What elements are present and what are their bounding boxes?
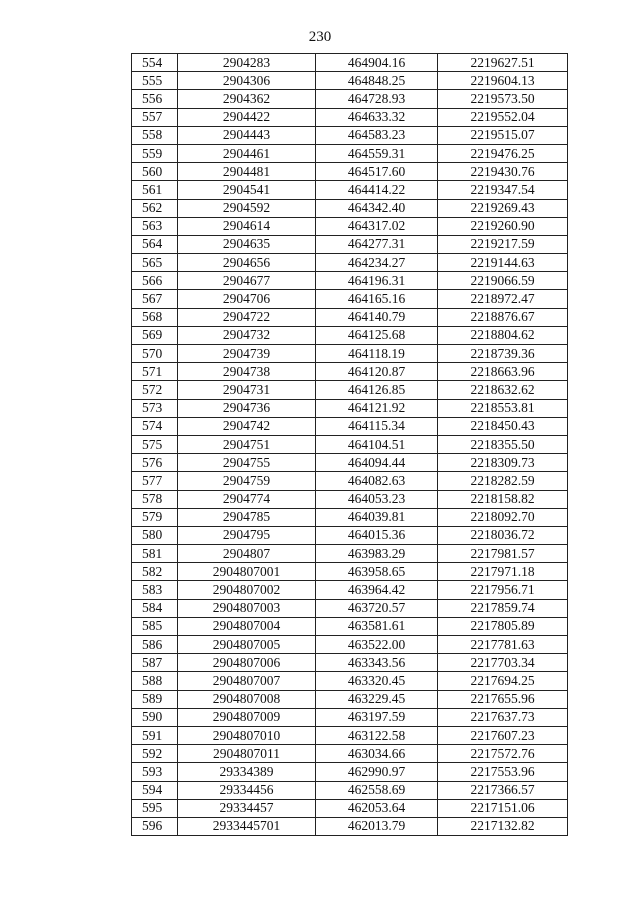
point-id-cell: 2904807002	[178, 581, 316, 599]
table-row	[132, 726, 568, 744]
y-coordinate-cell: 2217781.63	[438, 636, 568, 654]
row-number-cell: 573	[132, 399, 178, 417]
point-id-cell: 2904736	[178, 399, 316, 417]
row-number-cell: 591	[132, 726, 178, 744]
x-coordinate-cell: 464015.36	[316, 526, 438, 544]
row-number-cell: 555	[132, 72, 178, 90]
y-coordinate-cell: 2219430.76	[438, 163, 568, 181]
row-number-cell: 572	[132, 381, 178, 399]
row-number-cell: 592	[132, 745, 178, 763]
x-coordinate-cell: 464115.34	[316, 417, 438, 435]
point-id-cell: 2904731	[178, 381, 316, 399]
row-number-cell: 593	[132, 763, 178, 781]
y-coordinate-cell: 2218739.36	[438, 345, 568, 363]
table-row	[132, 163, 568, 181]
x-coordinate-cell: 464196.31	[316, 272, 438, 290]
x-coordinate-cell: 464118.19	[316, 345, 438, 363]
point-id-cell: 2904807010	[178, 726, 316, 744]
table-row	[132, 581, 568, 599]
row-number-cell: 589	[132, 690, 178, 708]
y-coordinate-cell: 2219347.54	[438, 181, 568, 199]
point-id-cell: 2904656	[178, 254, 316, 272]
x-coordinate-cell: 464848.25	[316, 72, 438, 90]
x-coordinate-cell: 464414.22	[316, 181, 438, 199]
row-number-cell: 590	[132, 708, 178, 726]
table-row	[132, 817, 568, 835]
point-id-cell: 2904759	[178, 472, 316, 490]
row-number-cell: 584	[132, 599, 178, 617]
y-coordinate-cell: 2219515.07	[438, 126, 568, 144]
table-row	[132, 90, 568, 108]
row-number-cell: 594	[132, 781, 178, 799]
point-id-cell: 2904362	[178, 90, 316, 108]
y-coordinate-cell: 2219066.59	[438, 272, 568, 290]
y-coordinate-cell: 2218282.59	[438, 472, 568, 490]
x-coordinate-cell: 463522.00	[316, 636, 438, 654]
x-coordinate-cell: 464234.27	[316, 254, 438, 272]
row-number-cell: 556	[132, 90, 178, 108]
row-number-cell: 576	[132, 454, 178, 472]
row-number-cell: 587	[132, 654, 178, 672]
y-coordinate-cell: 2218309.73	[438, 454, 568, 472]
x-coordinate-cell: 464583.23	[316, 126, 438, 144]
point-id-cell: 2904635	[178, 235, 316, 253]
point-id-cell: 2904751	[178, 435, 316, 453]
y-coordinate-cell: 2219269.43	[438, 199, 568, 217]
row-number-cell: 585	[132, 617, 178, 635]
point-id-cell: 2904807011	[178, 745, 316, 763]
x-coordinate-cell: 463229.45	[316, 690, 438, 708]
table-row	[132, 144, 568, 162]
x-coordinate-cell: 464517.60	[316, 163, 438, 181]
y-coordinate-cell: 2218663.96	[438, 363, 568, 381]
row-number-cell: 595	[132, 799, 178, 817]
point-id-cell: 2933445701	[178, 817, 316, 835]
point-id-cell: 2904443	[178, 126, 316, 144]
y-coordinate-cell: 2217655.96	[438, 690, 568, 708]
point-id-cell: 2904614	[178, 217, 316, 235]
row-number-cell: 564	[132, 235, 178, 253]
y-coordinate-cell: 2219573.50	[438, 90, 568, 108]
y-coordinate-cell: 2217553.96	[438, 763, 568, 781]
point-id-cell: 2904807008	[178, 690, 316, 708]
row-number-cell: 571	[132, 363, 178, 381]
table-row	[132, 290, 568, 308]
y-coordinate-cell: 2219144.63	[438, 254, 568, 272]
x-coordinate-cell: 464120.87	[316, 363, 438, 381]
x-coordinate-cell: 464904.16	[316, 54, 438, 72]
y-coordinate-cell: 2217703.34	[438, 654, 568, 672]
y-coordinate-cell: 2217694.25	[438, 672, 568, 690]
row-number-cell: 560	[132, 163, 178, 181]
y-coordinate-cell: 2217572.76	[438, 745, 568, 763]
table-row	[132, 617, 568, 635]
table-row	[132, 763, 568, 781]
table-row	[132, 217, 568, 235]
x-coordinate-cell: 464165.16	[316, 290, 438, 308]
table-row	[132, 799, 568, 817]
point-id-cell: 2904592	[178, 199, 316, 217]
x-coordinate-cell: 464317.02	[316, 217, 438, 235]
point-id-cell: 2904807004	[178, 617, 316, 635]
point-id-cell: 2904807006	[178, 654, 316, 672]
x-coordinate-cell: 462013.79	[316, 817, 438, 835]
y-coordinate-cell: 2217859.74	[438, 599, 568, 617]
x-coordinate-cell: 463343.56	[316, 654, 438, 672]
x-coordinate-cell: 464559.31	[316, 144, 438, 162]
y-coordinate-cell: 2218972.47	[438, 290, 568, 308]
coordinates-table	[131, 53, 568, 836]
point-id-cell: 2904541	[178, 181, 316, 199]
x-coordinate-cell: 463197.59	[316, 708, 438, 726]
row-number-cell: 568	[132, 308, 178, 326]
table-row	[132, 526, 568, 544]
table-row	[132, 672, 568, 690]
x-coordinate-cell: 463958.65	[316, 563, 438, 581]
row-number-cell: 567	[132, 290, 178, 308]
point-id-cell: 2904422	[178, 108, 316, 126]
x-coordinate-cell: 464053.23	[316, 490, 438, 508]
table-row	[132, 363, 568, 381]
table-row	[132, 199, 568, 217]
point-id-cell: 2904755	[178, 454, 316, 472]
x-coordinate-cell: 463034.66	[316, 745, 438, 763]
table-row	[132, 599, 568, 617]
point-id-cell: 2904738	[178, 363, 316, 381]
x-coordinate-cell: 464728.93	[316, 90, 438, 108]
point-id-cell: 2904807003	[178, 599, 316, 617]
y-coordinate-cell: 2218355.50	[438, 435, 568, 453]
y-coordinate-cell: 2219552.04	[438, 108, 568, 126]
y-coordinate-cell: 2218553.81	[438, 399, 568, 417]
table-row	[132, 72, 568, 90]
point-id-cell: 2904807001	[178, 563, 316, 581]
y-coordinate-cell: 2218036.72	[438, 526, 568, 544]
y-coordinate-cell: 2219604.13	[438, 72, 568, 90]
point-id-cell: 2904774	[178, 490, 316, 508]
row-number-cell: 554	[132, 54, 178, 72]
row-number-cell: 559	[132, 144, 178, 162]
y-coordinate-cell: 2219260.90	[438, 217, 568, 235]
y-coordinate-cell: 2218158.82	[438, 490, 568, 508]
x-coordinate-cell: 464094.44	[316, 454, 438, 472]
table-row	[132, 54, 568, 72]
y-coordinate-cell: 2218092.70	[438, 508, 568, 526]
x-coordinate-cell: 462558.69	[316, 781, 438, 799]
y-coordinate-cell: 2218450.43	[438, 417, 568, 435]
row-number-cell: 588	[132, 672, 178, 690]
point-id-cell: 2904722	[178, 308, 316, 326]
row-number-cell: 558	[132, 126, 178, 144]
table-row	[132, 472, 568, 490]
point-id-cell: 2904807009	[178, 708, 316, 726]
row-number-cell: 561	[132, 181, 178, 199]
x-coordinate-cell: 464277.31	[316, 235, 438, 253]
x-coordinate-cell: 464039.81	[316, 508, 438, 526]
row-number-cell: 583	[132, 581, 178, 599]
x-coordinate-cell: 463122.58	[316, 726, 438, 744]
x-coordinate-cell: 464082.63	[316, 472, 438, 490]
row-number-cell: 562	[132, 199, 178, 217]
x-coordinate-cell: 464121.92	[316, 399, 438, 417]
page-number: 230	[308, 29, 332, 45]
y-coordinate-cell: 2217971.18	[438, 563, 568, 581]
table-row	[132, 545, 568, 563]
y-coordinate-cell: 2218804.62	[438, 326, 568, 344]
table-row	[132, 126, 568, 144]
x-coordinate-cell: 464633.32	[316, 108, 438, 126]
y-coordinate-cell: 2217132.82	[438, 817, 568, 835]
table-row	[132, 235, 568, 253]
table-row	[132, 435, 568, 453]
row-number-cell: 578	[132, 490, 178, 508]
x-coordinate-cell: 464126.85	[316, 381, 438, 399]
table-row	[132, 490, 568, 508]
table-body	[132, 54, 568, 836]
x-coordinate-cell: 464342.40	[316, 199, 438, 217]
row-number-cell: 582	[132, 563, 178, 581]
table-row	[132, 654, 568, 672]
point-id-cell: 29334457	[178, 799, 316, 817]
point-id-cell: 2904739	[178, 345, 316, 363]
row-number-cell: 577	[132, 472, 178, 490]
row-number-cell: 565	[132, 254, 178, 272]
point-id-cell: 2904795	[178, 526, 316, 544]
x-coordinate-cell: 464104.51	[316, 435, 438, 453]
table-row	[132, 326, 568, 344]
point-id-cell: 29334389	[178, 763, 316, 781]
table-row	[132, 254, 568, 272]
x-coordinate-cell: 463320.45	[316, 672, 438, 690]
table-row	[132, 417, 568, 435]
table-row	[132, 690, 568, 708]
table-row	[132, 181, 568, 199]
x-coordinate-cell: 463720.57	[316, 599, 438, 617]
row-number-cell: 586	[132, 636, 178, 654]
x-coordinate-cell: 464125.68	[316, 326, 438, 344]
x-coordinate-cell: 463964.42	[316, 581, 438, 599]
table-row	[132, 508, 568, 526]
y-coordinate-cell: 2218632.62	[438, 381, 568, 399]
row-number-cell: 581	[132, 545, 178, 563]
y-coordinate-cell: 2217366.57	[438, 781, 568, 799]
point-id-cell: 2904732	[178, 326, 316, 344]
row-number-cell: 596	[132, 817, 178, 835]
table-row	[132, 108, 568, 126]
y-coordinate-cell: 2218876.67	[438, 308, 568, 326]
row-number-cell: 566	[132, 272, 178, 290]
row-number-cell: 580	[132, 526, 178, 544]
point-id-cell: 2904677	[178, 272, 316, 290]
row-number-cell: 563	[132, 217, 178, 235]
point-id-cell: 2904807007	[178, 672, 316, 690]
point-id-cell: 2904283	[178, 54, 316, 72]
y-coordinate-cell: 2219627.51	[438, 54, 568, 72]
table-row	[132, 636, 568, 654]
x-coordinate-cell: 462053.64	[316, 799, 438, 817]
point-id-cell: 2904807005	[178, 636, 316, 654]
table-row	[132, 563, 568, 581]
point-id-cell: 2904785	[178, 508, 316, 526]
table-row	[132, 272, 568, 290]
row-number-cell: 574	[132, 417, 178, 435]
row-number-cell: 569	[132, 326, 178, 344]
y-coordinate-cell: 2217981.57	[438, 545, 568, 563]
y-coordinate-cell: 2217805.89	[438, 617, 568, 635]
point-id-cell: 2904306	[178, 72, 316, 90]
row-number-cell: 579	[132, 508, 178, 526]
table-row	[132, 708, 568, 726]
x-coordinate-cell: 462990.97	[316, 763, 438, 781]
point-id-cell: 2904807	[178, 545, 316, 563]
x-coordinate-cell: 464140.79	[316, 308, 438, 326]
point-id-cell: 2904706	[178, 290, 316, 308]
x-coordinate-cell: 463581.61	[316, 617, 438, 635]
point-id-cell: 2904742	[178, 417, 316, 435]
y-coordinate-cell: 2217637.73	[438, 708, 568, 726]
x-coordinate-cell: 463983.29	[316, 545, 438, 563]
table-row	[132, 399, 568, 417]
table-row	[132, 745, 568, 763]
point-id-cell: 2904481	[178, 163, 316, 181]
row-number-cell: 557	[132, 108, 178, 126]
point-id-cell: 2904461	[178, 144, 316, 162]
y-coordinate-cell: 2219217.59	[438, 235, 568, 253]
y-coordinate-cell: 2219476.25	[438, 144, 568, 162]
y-coordinate-cell: 2217151.06	[438, 799, 568, 817]
y-coordinate-cell: 2217956.71	[438, 581, 568, 599]
table-row	[132, 381, 568, 399]
row-number-cell: 575	[132, 435, 178, 453]
table-row	[132, 781, 568, 799]
table-row	[132, 345, 568, 363]
y-coordinate-cell: 2217607.23	[438, 726, 568, 744]
table-row	[132, 454, 568, 472]
table-row	[132, 308, 568, 326]
row-number-cell: 570	[132, 345, 178, 363]
point-id-cell: 29334456	[178, 781, 316, 799]
